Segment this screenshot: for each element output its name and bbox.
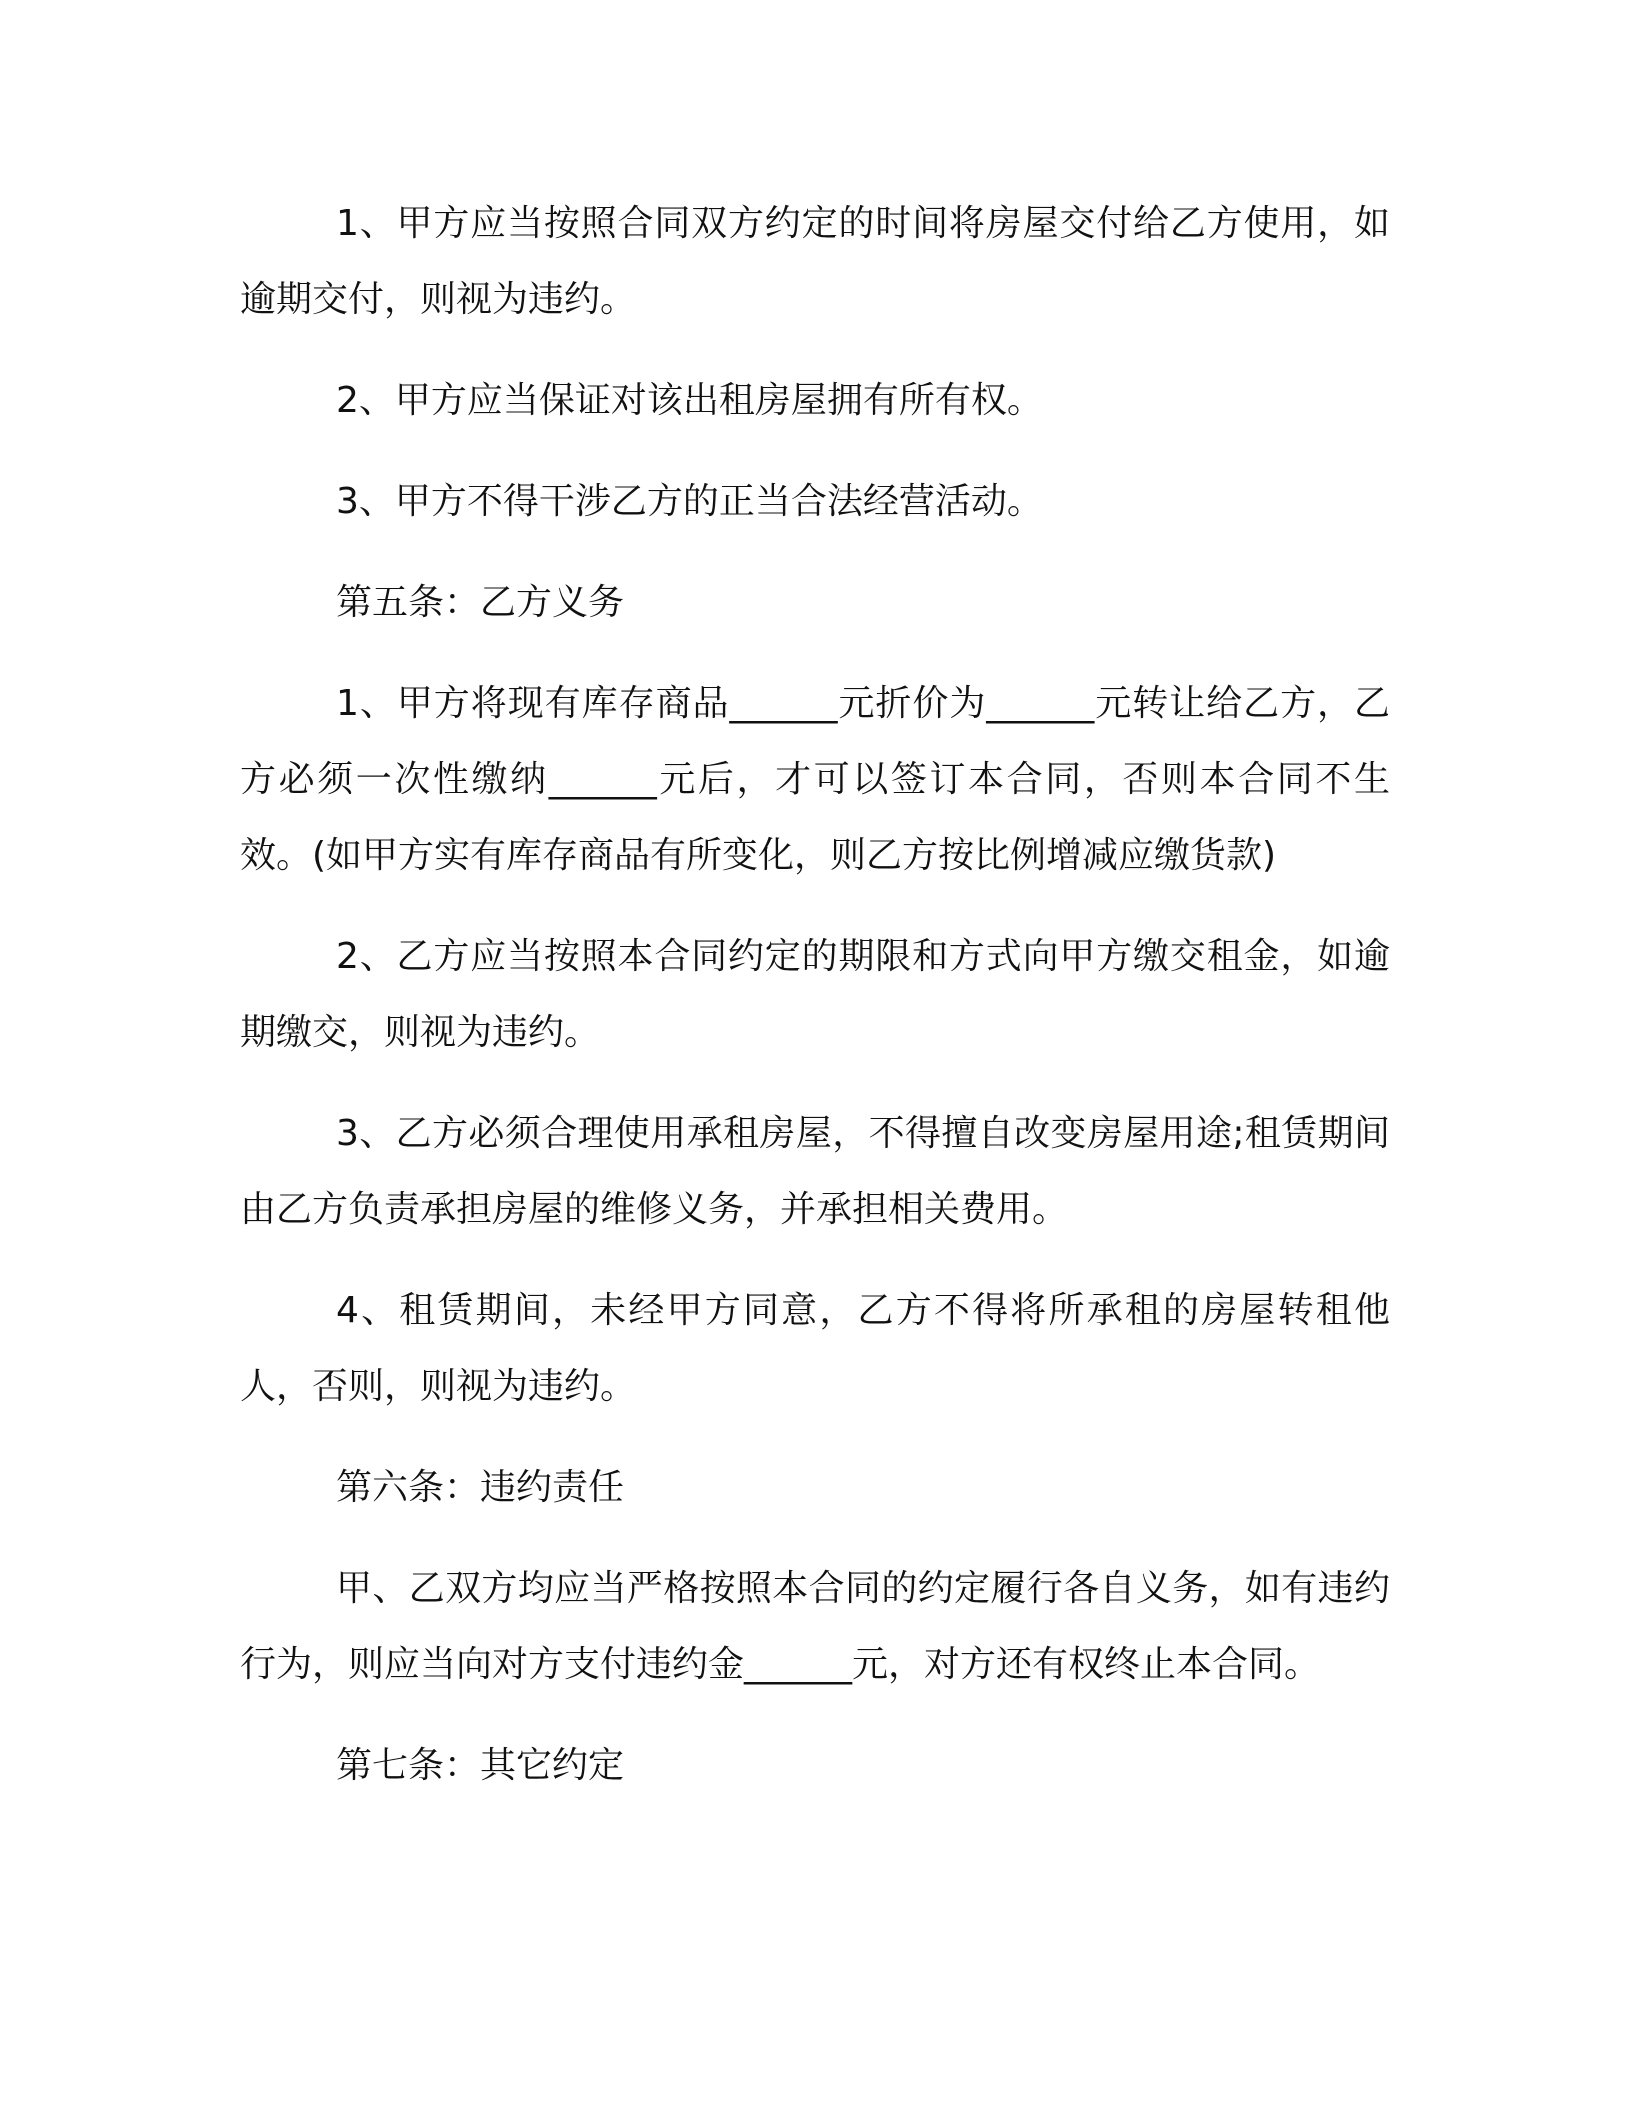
clause-property-use: 3、乙方必须合理使用承租房屋，不得擅自改变房屋用途;租赁期间由乙方负责承担房屋的维修义务，并承担相关费用。	[240, 1113, 1390, 1230]
clause-no-sublet: 4、租赁期间，未经甲方同意，乙方不得将所承租的房屋转租他人，否则，则视为违约。	[240, 1290, 1390, 1407]
document-body	[240, 186, 1390, 1829]
section-heading-article-5: 第五条：乙方义务	[336, 582, 625, 623]
section-heading-article-6: 第六条：违约责任	[336, 1467, 625, 1508]
clause-landlord-non-interference: 3、甲方不得干涉乙方的正当合法经营活动。	[336, 481, 1043, 522]
section-heading-article-7: 第七条：其它约定	[336, 1745, 625, 1786]
clause-inventory-transfer: 1、甲方将现有库存商品______元折价为______元转让给乙方，乙方必须一次性缴纳______元后，才可以签订本合同，否则本合同不生效。(如甲方实有库存商品有所变化，则乙方按比例增减应缴货款)	[240, 683, 1390, 876]
clause-landlord-ownership: 2、甲方应当保证对该出租房屋拥有所有权。	[336, 380, 1043, 421]
clause-landlord-delivery: 1、甲方应当按照合同双方约定的时间将房屋交付给乙方使用，如逾期交付，则视为违约。	[240, 203, 1390, 320]
clause-rent-payment: 2、乙方应当按照本合同约定的期限和方式向甲方缴交租金，如逾期缴交，则视为违约。	[240, 936, 1390, 1053]
clause-breach-penalty: 甲、乙双方均应当严格按照本合同的约定履行各自义务，如有违约行为，则应当向对方支付违约金______元，对方还有权终止本合同。	[240, 1568, 1390, 1685]
